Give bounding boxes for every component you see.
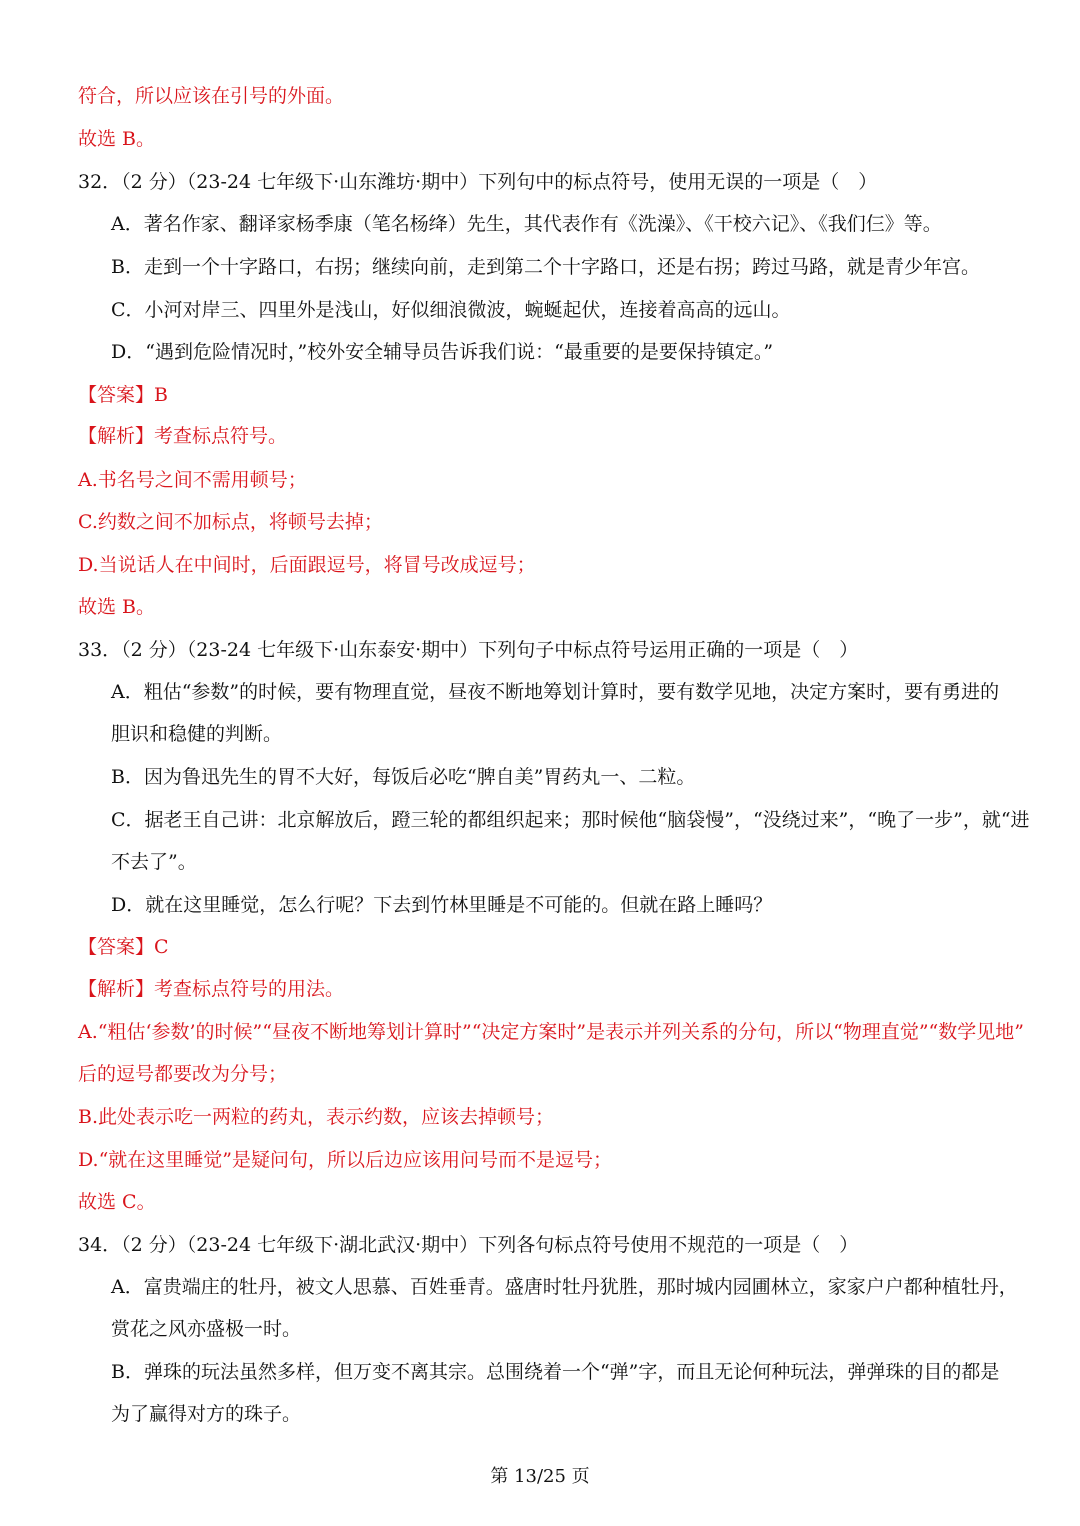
question-32-option-c: C．小河对岸三、四里外是浅山，好似细浪微波，蜿蜒起伏，连接着高高的远山。 (111, 299, 791, 321)
previous-choice: 故选 B。 (78, 128, 156, 150)
analysis-text: 考查标点符号。 (154, 425, 288, 447)
answer-value: C (154, 936, 169, 958)
question-33-analysis (78, 975, 344, 1003)
question-33-note-b: B.此处表示吃一两粒的药丸，表示约数，应该去掉顿号； (78, 1106, 555, 1128)
analysis-tag: 【解析】 (78, 978, 155, 1000)
question-33-note-d: D.“就在这里睡觉”是疑问句，所以后边应该用问号而不是逗号； (78, 1149, 613, 1171)
question-34-option-b-line1: B．弹珠的玩法虽然多样，但万变不离其宗。总围绕着一个“弹”字，而且无论何种玩法，弹弹珠的目的都是 (111, 1361, 1000, 1383)
question-32-option-d: D．“遇到危险情况时，”校外安全辅导员告诉我们说：“最重要的是要保持镇定。” (111, 341, 774, 363)
question-32-option-a: A．著名作家、翻译家杨季康（笔名杨绛）先生，其代表作有《洗澡》、《干校六记》、《我们仨》等。 (111, 213, 942, 235)
question-33-choice: 故选 C。 (78, 1191, 156, 1213)
question-32-analysis (78, 422, 287, 450)
question-33-option-c-line1: C．据老王自己讲：北京解放后，蹬三轮的都组织起来；那时候他“脑袋慢”，“没绕过来”，“晚了一步”，就“进 (111, 809, 1030, 831)
question-33-option-a-line1: A．粗估“参数”的时候，要有物理直觉，昼夜不断地筹划计算时，要有数学见地，决定方案时，要有勇进的 (111, 681, 1000, 703)
previous-analysis-tail: 符合，所以应该在引号的外面。 (78, 85, 345, 107)
analysis-tag: 【解析】 (78, 425, 155, 447)
page-number: 第 13/25 页 (490, 1466, 590, 1487)
question-33-option-c-line2: 不去了”。 (111, 851, 197, 873)
question-34-stem: 34．（2 分）（23-24 七年级下·湖北武汉·期中）下列各句标点符号使用不规范的一项是（ ） (78, 1234, 859, 1256)
question-33-stem: 33．（2 分）（23-24 七年级下·山东泰安·期中）下列句子中标点符号运用正确的一项是（ ） (78, 639, 859, 661)
question-33-option-d: D．就在这里睡觉，怎么行呢？下去到竹林里睡是不可能的。但就在路上睡吗？ (111, 894, 773, 916)
answer-tag: 【答案】 (78, 384, 155, 406)
question-32-choice: 故选 B。 (78, 596, 156, 618)
question-32-stem: 32．（2 分）（23-24 七年级下·山东潍坊·期中）下列句中的标点符号，使用无误的一项是（ ） (78, 171, 878, 193)
question-34-option-a-line2: 赏花之风亦盛极一时。 (111, 1318, 302, 1340)
question-32-note-d: D.当说话人在中间时，后面跟逗号，将冒号改成逗号； (78, 554, 536, 576)
question-32-note-c: C.约数之间不加标点，将顿号去掉； (78, 511, 383, 533)
question-33-answer (78, 933, 169, 961)
answer-value: B (154, 384, 168, 406)
question-33-option-a-line2: 胆识和稳健的判断。 (111, 723, 283, 745)
question-32-option-b: B．走到一个十字路口，右拐；继续向前，走到第二个十字路口，还是右拐；跨过马路，就是青少年宫。 (111, 256, 980, 278)
question-32-answer (78, 381, 168, 409)
question-32-note-a: A.书名号之间不需用顿号； (78, 469, 307, 491)
question-34-option-a-line1: A．富贵端庄的牡丹，被文人思慕、百姓垂青。盛唐时牡丹犹胜，那时城内园圃林立，家家户户都种植牡丹， (111, 1276, 1018, 1298)
question-33-note-a-line2: 后的逗号都要改为分号； (78, 1063, 288, 1085)
question-33-option-b: B．因为鲁迅先生的胃不大好，每饭后必吃“脾自美”胃药丸一、二粒。 (111, 766, 696, 788)
question-33-note-a-line1: A.“粗估‘参数’的时候”“昼夜不断地筹划计算时”“决定方案时”是表示并列关系的分句，所以“物理直觉”“数学见地” (78, 1021, 1024, 1043)
analysis-text: 考查标点符号的用法。 (154, 978, 345, 1000)
question-34-option-b-line2: 为了赢得对方的珠子。 (111, 1403, 302, 1425)
answer-tag: 【答案】 (78, 936, 155, 958)
